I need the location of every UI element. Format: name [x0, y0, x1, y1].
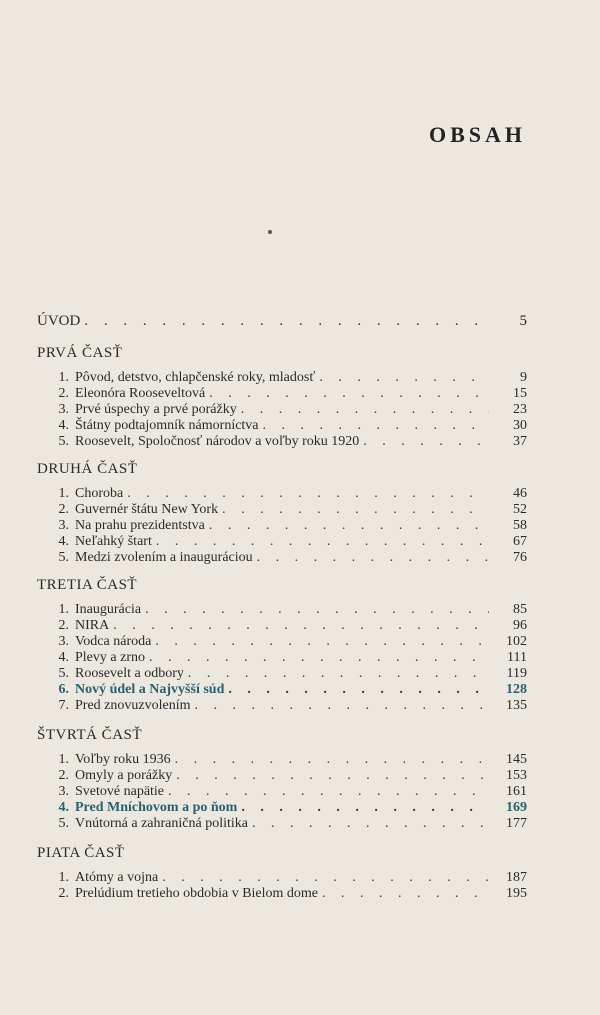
toc-entry-label: Plevy a zrno [75, 650, 145, 665]
toc-entry-number: 5. [58, 816, 69, 831]
toc-entry [51, 800, 527, 816]
toc-entry-page: 111 [507, 650, 527, 665]
toc-entry [51, 666, 527, 682]
toc-entry-number: 4. [58, 418, 69, 433]
toc-entry-page: 37 [513, 434, 527, 449]
toc-entry [51, 768, 527, 784]
dot-leader [241, 402, 489, 418]
toc-entry [51, 518, 527, 534]
toc-entry [51, 870, 527, 886]
toc-entry-page: 52 [513, 502, 527, 517]
toc-entry-label: ÚVOD [37, 313, 81, 329]
toc-entry-page: 195 [506, 886, 527, 901]
toc-entry-label: Voľby roku 1936 [75, 752, 171, 767]
toc-entry [51, 698, 527, 714]
toc-entry-number: 1. [58, 752, 69, 767]
dot-leader [84, 313, 489, 330]
toc-entry-label: Prvé úspechy a prvé porážky [75, 402, 237, 417]
toc-entry [51, 370, 527, 386]
toc-entry-page: 153 [506, 768, 527, 783]
toc-entry [51, 502, 527, 518]
part-title: ŠTVRTÁ ČASŤ [37, 727, 143, 743]
toc-entry-label: Roosevelt a odbory [75, 666, 184, 681]
toc-entry-page: 187 [506, 870, 527, 885]
toc-entry-label: Vnútorná a zahraničná politika [75, 816, 248, 831]
toc-entry-label: Choroba [75, 486, 124, 501]
toc-entry [51, 634, 527, 650]
toc-entry-page: 96 [513, 618, 527, 633]
toc-entry-number: 1. [58, 486, 69, 501]
dot-leader [149, 650, 489, 666]
toc-entry-page: 23 [513, 402, 527, 417]
toc-entry-label: Neľahký štart [75, 534, 152, 549]
toc-entry [51, 650, 527, 666]
toc-entry-page: 5 [519, 313, 527, 329]
toc-entry-number: 5. [58, 550, 69, 565]
toc-entry-number: 4. [58, 534, 69, 549]
toc-entry-page: 30 [513, 418, 527, 433]
dot-leader [241, 800, 489, 816]
toc-entry [51, 550, 527, 566]
toc-entry-page: 128 [506, 682, 527, 697]
ink-dot [268, 230, 272, 234]
toc-entry [51, 886, 527, 902]
dot-leader [156, 534, 489, 550]
part-title: DRUHÁ ČASŤ [37, 461, 138, 477]
toc-entry-number: 4. [58, 800, 69, 815]
toc-entry-number: 4. [58, 650, 69, 665]
toc-entry [51, 816, 527, 832]
toc-entry [51, 618, 527, 634]
toc-entry-page: 85 [513, 602, 527, 617]
toc-entry-number: 3. [58, 402, 69, 417]
dot-leader [176, 768, 489, 784]
toc-entry-label: Pôvod, detstvo, chlapčenské roky, mladosť [75, 370, 316, 385]
toc-entry-number: 3. [58, 784, 69, 799]
dot-leader [168, 784, 489, 800]
toc-entry-label: NIRA [75, 618, 110, 633]
toc-entry-number: 2. [58, 386, 69, 401]
toc-entry-page: 15 [513, 386, 527, 401]
toc-entry-label: Medzi zvolením a inauguráciou [75, 550, 253, 565]
part-title: TRETIA ČASŤ [37, 577, 138, 593]
toc-entry-label: Na prahu prezidentstva [75, 518, 205, 533]
dot-leader [228, 682, 489, 698]
toc-entry-label: Vodca národa [75, 634, 152, 649]
toc-entry-page: 102 [506, 634, 527, 649]
dot-leader [194, 698, 489, 714]
toc-entry-label: Guvernér štátu New York [75, 502, 219, 517]
toc-entry-page: 177 [506, 816, 527, 831]
toc-entry-number: 6. [58, 682, 69, 697]
dot-leader [209, 386, 489, 402]
dot-leader [175, 752, 489, 768]
toc-entry-page: 145 [506, 752, 527, 767]
toc-entry-page: 46 [513, 486, 527, 501]
dot-leader [127, 486, 489, 502]
toc-entry [51, 752, 527, 768]
toc-entry [51, 386, 527, 402]
toc-entry-page: 119 [506, 666, 527, 681]
dot-leader [145, 602, 489, 618]
toc-entry-label: Eleonóra Rooseveltová [75, 386, 206, 401]
dot-leader [209, 518, 489, 534]
dot-leader [319, 370, 489, 386]
toc-entry-page: 67 [513, 534, 527, 549]
toc-entry-number: 2. [58, 768, 69, 783]
part-title: PRVÁ ČASŤ [37, 345, 123, 361]
page-title: OBSAH [428, 122, 526, 147]
toc-entry-number: 2. [58, 502, 69, 517]
dot-leader [252, 816, 489, 832]
toc-entry [51, 418, 527, 434]
toc-entry-label: Pred Mníchovom a po ňom [75, 800, 238, 815]
dot-leader [188, 666, 489, 682]
toc-entry-page: 9 [520, 370, 527, 385]
dot-leader [155, 634, 489, 650]
toc-entry-number: 1. [58, 370, 69, 385]
toc-entry-label: Prelúdium tretieho obdobia v Bielom dome [75, 886, 319, 901]
toc-entry-page: 161 [506, 784, 527, 799]
toc-intro-entry [37, 313, 527, 330]
toc-entry-page: 135 [506, 698, 527, 713]
toc-entry [51, 534, 527, 550]
toc-part-5 [37, 845, 527, 902]
part-title: PIATA ČASŤ [37, 845, 125, 861]
toc-entry-number: 1. [58, 602, 69, 617]
toc-part-1 [37, 345, 527, 450]
toc-part-3 [37, 577, 527, 714]
toc-part-2 [37, 461, 527, 566]
toc-entry-number: 3. [58, 518, 69, 533]
toc-entry-label: Omyly a porážky [75, 768, 173, 783]
toc-entry-number: 5. [58, 434, 69, 449]
toc-entry [51, 602, 527, 618]
dot-leader [322, 886, 489, 902]
toc-entry [51, 402, 527, 418]
toc-entry-page: 76 [513, 550, 527, 565]
dot-leader [363, 434, 489, 450]
toc-entry-number: 2. [58, 886, 69, 901]
toc-entry-number: 3. [58, 634, 69, 649]
toc-entry-number: 5. [58, 666, 69, 681]
toc-entry-label: Nový údel a Najvyšší súd [75, 682, 225, 697]
toc-entry-label: Štátny podtajomník námorníctva [75, 418, 259, 433]
dot-leader [162, 870, 489, 886]
toc-part-4 [37, 727, 527, 832]
toc-entry-label: Svetové napätie [75, 784, 165, 799]
toc-entry-label: Atómy a vojna [75, 870, 159, 885]
toc-entry [51, 784, 527, 800]
toc-entry-number: 2. [58, 618, 69, 633]
dot-leader [222, 502, 489, 518]
toc-entry [51, 434, 527, 450]
toc-entry-number: 7. [58, 698, 69, 713]
toc-entry-page: 58 [513, 518, 527, 533]
toc-entry-number: 1. [58, 870, 69, 885]
toc-entry-label: Inaugurácia [75, 602, 142, 617]
toc-entry-label: Roosevelt, Spoločnosť národov a voľby roku 1920 [75, 434, 360, 449]
toc-entry-label: Pred znovuzvolením [75, 698, 191, 713]
toc-entry [51, 682, 527, 698]
toc-entry-page: 169 [506, 800, 527, 815]
dot-leader [113, 618, 489, 634]
toc-entry [51, 486, 527, 502]
dot-leader [263, 418, 489, 434]
dot-leader [257, 550, 489, 566]
